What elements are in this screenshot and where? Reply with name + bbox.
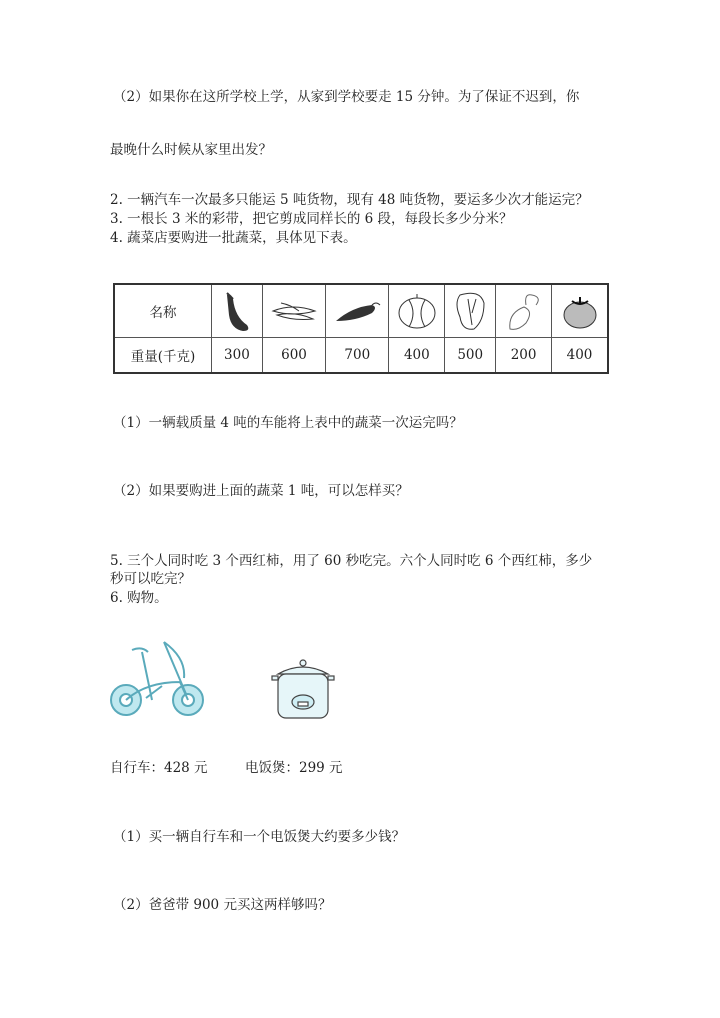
beans-icon xyxy=(262,284,325,338)
question-4-part-1: （1）一辆载质量 4 吨的车能将上表中的蔬菜一次运完吗？ xyxy=(113,415,463,431)
question-6-part-1: （1）买一辆自行车和一个电饭煲大约要多少钱？ xyxy=(113,829,406,845)
rice-cooker-icon xyxy=(270,654,336,726)
vegetable-table xyxy=(113,283,609,374)
weight-cabbage: 500 xyxy=(445,338,496,374)
eggplant-icon xyxy=(212,284,263,338)
cabbage-icon xyxy=(445,284,496,338)
question-1-part-2: （2）如果你在这所学校上学，从家到学校要走 15 分钟。为了保证不迟到，你 xyxy=(113,89,580,105)
weight-radish: 200 xyxy=(496,338,552,374)
rice-cooker-price: 电饭煲：299 元 xyxy=(245,760,343,776)
question-6: 6. 购物。 xyxy=(110,590,168,606)
header-name: 名称 xyxy=(114,284,212,338)
weight-beans: 600 xyxy=(262,338,325,374)
header-weight: 重量(千克) xyxy=(114,338,212,374)
pumpkin-icon xyxy=(389,284,445,338)
question-4: 4. 蔬菜店要购进一批蔬菜，具体见下表。 xyxy=(110,230,357,246)
bicycle-price: 自行车：428 元 xyxy=(110,760,208,776)
question-2: 2. 一辆汽车一次最多只能运 5 吨货物，现有 48 吨货物，要运多少次才能运完？ xyxy=(110,192,589,208)
weight-eggplant: 300 xyxy=(212,338,263,374)
question-1-part-2-cont: 最晚什么时候从家里出发？ xyxy=(110,142,272,158)
question-3: 3. 一根长 3 米的彩带，把它剪成同样长的 6 段，每段长多少分米？ xyxy=(110,211,513,227)
question-6-part-2: （2）爸爸带 900 元买这两样够吗？ xyxy=(113,897,332,913)
radish-icon xyxy=(496,284,552,338)
pepper-icon xyxy=(326,284,389,338)
question-4-part-2: （2）如果要购进上面的蔬菜 1 吨，可以怎样买？ xyxy=(113,483,409,499)
question-5: 5. 三个人同时吃 3 个西红柿，用了 60 秒吃完。六个人同时吃 6 个西红柿，多少 xyxy=(110,553,593,569)
bicycle-icon xyxy=(106,638,210,724)
tomato-icon xyxy=(552,284,609,338)
weight-pepper: 700 xyxy=(326,338,389,374)
weight-tomato: 400 xyxy=(552,338,609,374)
question-5-cont: 秒可以吃完？ xyxy=(110,571,191,587)
weight-pumpkin: 400 xyxy=(389,338,445,374)
